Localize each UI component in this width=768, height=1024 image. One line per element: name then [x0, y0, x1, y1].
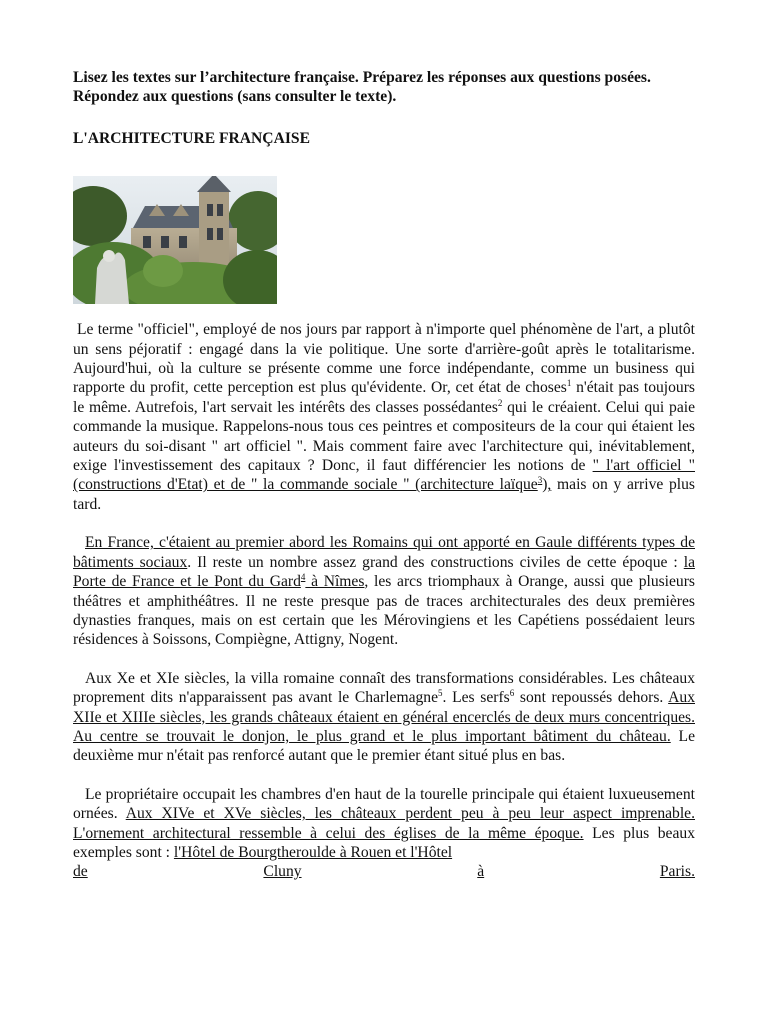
chateau-image: [73, 176, 277, 304]
instructions: Lisez les textes sur l’architecture française. Préparez les réponses aux questions posées. Répondez aux questions (sans consulter le texte).: [73, 69, 651, 106]
paragraph-2: En France, c'étaient au premier abord les Romains qui ont apporté en Gaule différents types de bâtiments sociaux. Il reste un nombre assez grand des constructions civiles de cette époque : la Porte de France et le Pont du Gard$^4$ à Nîmes, les arcs triomphaux à Orange, aussi que plusieurs théâtres et amphithéâtres. Il ne reste presque pas de traces architecturales des deux premières dynasties franques, mais on est certain que les Mérovingiens et les Capétiens possédaient leurs résidences à Soissons, Compiègne, Attigny, Nogent.: [73, 534, 695, 649]
page-title: L'ARCHITECTURE FRANÇAISE: [73, 129, 310, 147]
paragraph-4: Le propriétaire occupait les chambres d'en haut de la tourelle principale qui étaient luxueusement ornées. Aux XIVe et XVe siècles, les châteaux perdent peu à peu leur aspect imprenable. L'ornement architectural ressemble à celui des églises de la même époque. Les plus beaux exemples sont : l'Hôtel de Bourgtheroulde à Rouen et l'Hôtel de Cluny à Paris.: [73, 785, 696, 881]
chateau-photo: [73, 176, 277, 304]
document-body: [73, 68, 695, 882]
paragraph-4-last-line: de Cluny à Paris.: [73, 863, 695, 881]
paragraph-1: Le terme "officiel", employé de nos jours par rapport à n'importe quel phénomène de l'art, a plutôt un sens péjoratif : engagé dans la vie politique. Une sorte d'arrière-goût après le totalitarisme. Aujourd'hui, où la culture se présente comme une force indépendante, comme un business qui rapporte du profit, cette perception est plus qu'évidente. Or, cet état de choses$^1$ n'était pas toujours le même. Autrefois, l'art servait les intérêts des classes possédantes$^2$ qui le créaient. Celui qui paie commande la musique. Rappelons-nous tous ces peintres et compositeurs de la cour qui étaient les auteurs du soi-disant " art officiel ". Mais comment faire avec l'architecture qui, inévitablement, exige l'investissement des capitaux ? Donc, il faut différencier les notions de " l'art officiel " (constructions d'Etat) et de " la commande sociale " (architecture laïque$^3$), mais on y arrive plus tard.: [73, 321, 695, 513]
paragraph-3: Aux Xe et XIe siècles, la villa romaine connaît des transformations considérables. Les châteaux proprement dits n'apparaissent pas avant le Charlemagne$^5$. Les serfs$^6$ sont repoussés dehors. Aux XIIe et XIIIe siècles, les grands châteaux étaient en général encerclés de deux murs concentriques. Au centre se trouvait le donjon, le plus grand et le plus important bâtiment du château. Le deuxième mur n'était pas renforcé autant que le premier étant situé plus en bas.: [73, 669, 695, 765]
